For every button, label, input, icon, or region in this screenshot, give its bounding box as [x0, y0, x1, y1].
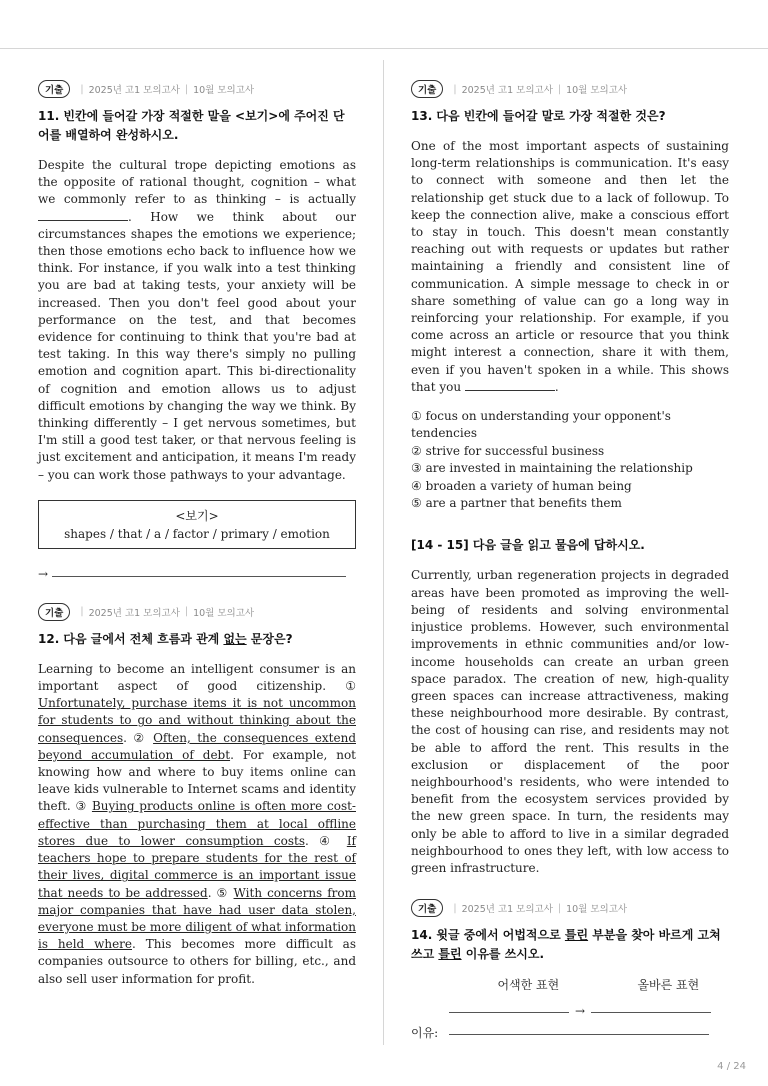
candidate-sentence-1: Unfortunately, purchase items it is not uncommon for students to go and without thinking about the consequences — [38, 696, 356, 745]
question-13 — [411, 80, 729, 512]
meta-separator: | — [453, 83, 457, 95]
meta-separator: | — [557, 83, 562, 95]
correct-expression-label: 올바른 표현 — [637, 978, 700, 993]
reason-label: 이유: — [411, 1026, 439, 1041]
title-text: 이유를 쓰시오. — [461, 947, 545, 962]
passage — [38, 661, 356, 988]
word-bank-words: shapes / that / a / factor / primary / emotion — [64, 526, 330, 541]
answer-line — [38, 567, 356, 581]
right-column — [411, 80, 729, 1041]
option-1[interactable]: ① focus on understanding your opponent's tendencies — [411, 409, 671, 441]
passage-text: . For example, not knowing how and where to buy items online can leave kids vulnerable to Internet scams and identity theft. ③ — [38, 747, 356, 814]
correction-table — [411, 976, 729, 1041]
correct-expression-field[interactable] — [591, 1012, 711, 1013]
question-meta — [38, 80, 356, 98]
column-divider — [383, 60, 384, 1045]
meta-separator: | — [557, 902, 562, 914]
option-2[interactable]: ② strive for successful business — [411, 443, 605, 458]
option-4[interactable]: ④ broaden a variety of human being — [411, 478, 632, 493]
meta-separator: | — [453, 902, 457, 914]
title-emphasis: 틀린 — [438, 947, 462, 962]
passage-text: . — [554, 379, 559, 394]
question-title — [411, 926, 729, 964]
title-text: 14. 윗글 중에서 어법적으로 — [411, 928, 565, 943]
passage-text: . How we think about our circumstances shapes the emotions we experience; then those emotions echo back to influence how we think. For instance, if you walk into a test thinking you are bad at taking tests, your anxiety will be increased. Then you don't feel good about your performance on the test, and that becomes evidence for continuing to think that you're bad at test taking. In this way there's simply no pulling emotion and cognition apart. This bi-directionality of cognition and emotion allows us to adjust difficult emotions by changing the way we think. By thinking differently – I get nervous sometimes, but I'm still a good test taker, or that nervous feeling is just excitement and anticipation, it means I'm ready – you can work those pathways to your advantage. — [38, 209, 356, 482]
option-3[interactable]: ③ are invested in maintaining the relationship — [411, 461, 693, 476]
passage-text: . ⑤ — [207, 885, 234, 900]
passage — [38, 157, 356, 484]
answer-blank — [465, 379, 555, 391]
reason-field[interactable] — [449, 1034, 709, 1035]
answer-blank — [38, 209, 128, 221]
correction-row — [449, 997, 729, 1019]
title-text: 12. 다음 글에서 전체 흐름과 관계 — [38, 631, 224, 646]
exam-month: 10월 모의고사 — [193, 85, 255, 96]
question-meta — [411, 80, 729, 98]
question-14 — [411, 899, 729, 1041]
passage-text: Despite the cultural trope depicting emotions as the opposite of rational thought, cognition – what we commonly refer to as thinking – is actually — [38, 158, 356, 207]
exam-month: 10월 모의고사 — [566, 85, 628, 96]
exam-source: 2025년 고1 모의고사 — [88, 607, 180, 619]
title-text: 문장은? — [246, 631, 293, 646]
passage-text: One of the most important aspects of sustaining long-term relationships is communication. It's easy to connect with someone and then let the relationship get stuck due to a lack of followup. To keep the connection alive, make a conscious effort to stay in touch. This doesn't mean constantly reaching out with requests or updates but rather maintaining a friendly and consistent line of communication. A simple message to check in or share something of value can go a long way in reinforcing your relationship. For example, if you come across an article or resource that you think might interest a connection, share it with them, even if you haven't spoken in a while. This shows that you — [411, 139, 729, 394]
exam-month: 10월 모의고사 — [566, 904, 628, 916]
exam-source: 2025년 고1 모의고사 — [461, 904, 553, 916]
past-exam-badge: 기출 — [411, 80, 443, 98]
past-exam-badge: 기출 — [411, 899, 443, 917]
left-column — [38, 80, 356, 988]
page-number: 4 / 24 — [717, 1061, 746, 1072]
passage-text: . This becomes more difficult as companies outsource to others for billing, etc., and also sell user information for profit. — [38, 937, 356, 986]
word-bank-box — [38, 500, 356, 549]
exam-month: 10월 모의고사 — [193, 607, 255, 619]
past-exam-badge: 기출 — [38, 80, 70, 98]
shared-passage: Currently, urban regeneration projects in degraded areas have been promoted as improving the well-being of residents and solving environmental injustice problems. However, such environmental improvements in ethnic communities and/or low-income households can create an urban green space paradox. The creation of new, high-quality green spaces can increase attractiveness, making these neighbourhood more desirable. By contrast, the cost of housing can rise, and residents may not be able to afford the rent. This results in the exclusion or displacement of the poor neighbourhood's residents, who were intended to benefit from the ecosystem services provided by the new green space. In turn, the residents may only be able to afford to live in a similar degraded neighbourhood to ones they left, with low access to green infrastructure. — [411, 568, 729, 875]
wrong-expression-field[interactable] — [449, 1012, 569, 1013]
title-emphasis: 없는 — [223, 631, 247, 646]
passage-text: . ④ — [305, 833, 347, 848]
option-5[interactable]: ⑤ are a partner that benefits them — [411, 496, 622, 511]
header-rule — [0, 48, 768, 49]
candidate-sentence-3: Buying products online is often more cost-effective than purchasing them at local offline stores due to lower consumption costs — [38, 799, 356, 848]
question-11 — [38, 80, 356, 581]
passage-text: . ② — [123, 730, 154, 745]
meta-separator: | — [184, 83, 189, 95]
past-exam-badge: 기출 — [38, 603, 70, 621]
answer-options — [411, 408, 729, 512]
question-12 — [38, 603, 356, 988]
question-meta — [38, 603, 356, 621]
wrong-expression-label: 어색한 표현 — [497, 978, 560, 993]
word-bank-title: <보기> — [175, 508, 219, 523]
question-title: 13. 다음 빈칸에 들어갈 말로 가장 적절한 것은? — [411, 109, 666, 123]
meta-separator: | — [184, 606, 189, 618]
question-meta — [411, 899, 729, 917]
question-title — [38, 630, 356, 649]
exam-source: 2025년 고1 모의고사 — [461, 85, 553, 96]
passage — [411, 138, 729, 396]
arrow-icon: → — [575, 1004, 586, 1019]
exam-source: 2025년 고1 모의고사 — [88, 85, 180, 96]
question-title: 11. 빈칸에 들어갈 가장 적절한 말을 <보기>에 주어진 단어를 배열하여 완성하시오. — [38, 109, 345, 142]
reason-row — [411, 1017, 729, 1041]
meta-separator: | — [80, 606, 84, 618]
candidate-sentence-2: Often, the consequences extend beyond accumulation of debt — [38, 730, 356, 762]
answer-underline — [52, 576, 346, 577]
passage-text: Learning to become an intelligent consumer is an important aspect of good citizenship. ① — [38, 661, 356, 694]
title-text: 부분을 찾아 바르게 고쳐 쓰고 — [411, 928, 721, 962]
candidate-sentence-4: If teachers hope to prepare students for the rest of their lives, digital commerce is an important issue that needs to be addressed — [38, 833, 356, 900]
meta-separator: | — [80, 83, 84, 95]
arrow-icon: → — [38, 566, 49, 581]
section-heading: [14 - 15] 다음 글을 읽고 물음에 답하시오. — [411, 538, 645, 553]
candidate-sentence-5: With concerns from major companies that have had user data stolen, everyone must be more diligent of what information is held where — [38, 885, 357, 952]
title-emphasis: 틀린 — [564, 928, 589, 943]
